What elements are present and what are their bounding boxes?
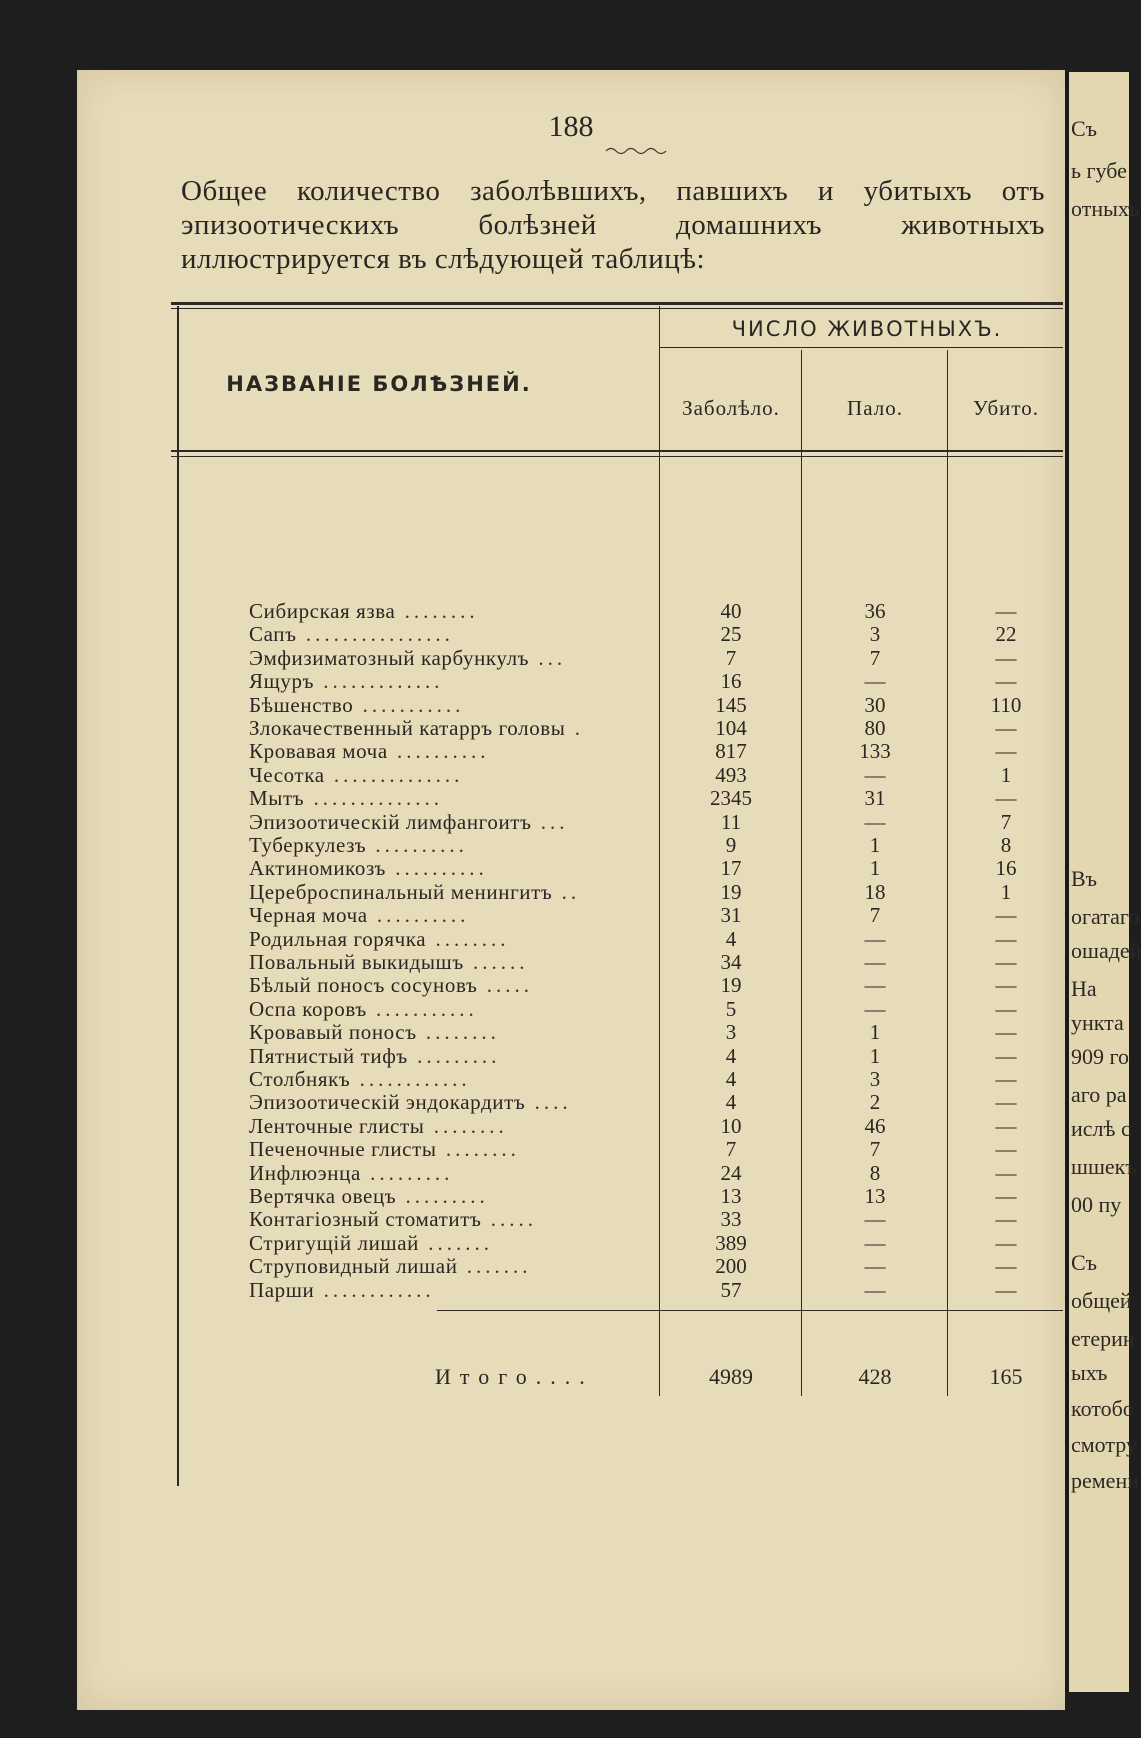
adjacent-page-text: етерин — [1071, 1326, 1135, 1351]
header-killed: Убито. — [972, 396, 1040, 420]
leader-dots: ...... — [463, 950, 529, 974]
disease-name: Родильная горячка — [249, 927, 427, 951]
leader-dots: ........ — [416, 1020, 500, 1044]
cell-killed: 8 — [1000, 833, 1012, 857]
cell-sick: 19 — [720, 880, 742, 904]
adjacent-page-text: 00 пу — [1071, 1192, 1122, 1217]
table-row-name — [249, 881, 719, 904]
leader-dots: .......... — [387, 739, 490, 763]
disease-name: Повальный выкидышъ — [249, 950, 464, 974]
cell-killed: — — [995, 669, 1017, 693]
disease-name: Мытъ — [249, 786, 305, 810]
cell-dead: — — [864, 763, 886, 787]
cell-killed: — — [995, 1278, 1017, 1302]
adjacent-page-text: ислѣ с — [1071, 1116, 1131, 1141]
divider-sick-dead — [801, 350, 802, 1396]
table-row-name — [249, 1185, 719, 1208]
header-bottom-rule — [171, 450, 1063, 452]
cell-killed: — — [995, 1207, 1017, 1231]
cell-sick: 16 — [720, 669, 742, 693]
disease-name: Оспа коровъ — [249, 997, 367, 1021]
cell-killed: 1 — [1000, 880, 1012, 904]
cell-dead: — — [864, 927, 886, 951]
adjacent-page-text: Въ — [1071, 866, 1098, 891]
group-header-rule — [659, 347, 1063, 348]
disease-name: Актиномикозъ — [249, 856, 387, 880]
cell-sick: 24 — [720, 1161, 742, 1185]
cell-sick: 104 — [715, 716, 747, 740]
header-animal-count: ЧИСЛО ЖИВОТНЫХЪ. — [731, 317, 1003, 341]
adjacent-page-text: ремени — [1071, 1468, 1139, 1493]
table-row-name — [249, 1232, 719, 1255]
cell-dead: 133 — [859, 739, 891, 763]
table-row-name — [249, 647, 719, 670]
table-row-name — [249, 951, 719, 974]
cell-sick: 11 — [720, 810, 742, 834]
cell-sick: 5 — [725, 997, 737, 1021]
cell-dead: 18 — [864, 880, 886, 904]
total-killed: 165 — [989, 1364, 1023, 1389]
header-dead: Пало. — [847, 396, 903, 420]
cell-killed: — — [995, 1161, 1017, 1185]
header-sick: Заболѣло. — [682, 396, 780, 420]
cell-sick: 33 — [720, 1207, 742, 1231]
cell-killed: — — [995, 927, 1017, 951]
cell-killed: — — [995, 1114, 1017, 1138]
table-row-name — [249, 1021, 719, 1044]
intro-paragraph: Общее количество заболѣвшихъ, павшихъ и убитыхъ отъ эпизоотическихъ болѣзней домашнихъ животныхъ иллюстрируется въ слѣдующей таблицѣ: — [181, 175, 1045, 275]
disease-name: Контагіозный стоматитъ — [249, 1207, 482, 1231]
cell-killed: — — [995, 1044, 1017, 1068]
cell-dead: 46 — [864, 1114, 886, 1138]
cell-killed: — — [995, 1020, 1017, 1044]
leader-dots: ......... — [407, 1044, 501, 1068]
cell-sick: 7 — [725, 646, 737, 670]
leader-dots: ........... — [353, 693, 465, 717]
leader-dots: .......... — [367, 903, 470, 927]
disease-name: Чесотка — [249, 763, 325, 787]
cell-sick: 10 — [720, 1114, 742, 1138]
cell-dead: 2 — [869, 1090, 881, 1114]
disease-name: Столбнякъ — [249, 1067, 351, 1091]
leader-dots: ............ — [314, 1278, 435, 1302]
leader-dots: .. — [552, 880, 581, 904]
table-top-rule — [171, 302, 1063, 305]
adjacent-page-text: аго ра — [1071, 1082, 1127, 1107]
adjacent-page-text: смотру — [1071, 1432, 1137, 1457]
cell-killed: — — [995, 1184, 1017, 1208]
leader-dots: .......... — [386, 856, 488, 880]
adjacent-page-text: Съ — [1071, 116, 1098, 141]
cell-sick: 3 — [725, 1020, 737, 1044]
disease-name: Кровавая моча — [249, 739, 388, 763]
cell-dead: — — [864, 997, 886, 1021]
disease-name: Печеночные глисты — [249, 1137, 437, 1161]
disease-name: Вертячка овецъ — [249, 1184, 397, 1208]
cell-sick: 4 — [725, 1044, 737, 1068]
disease-name: Эмфизиматозный карбункулъ — [249, 646, 530, 670]
disease-name: Пятнистый тифъ — [249, 1044, 408, 1068]
left-border — [177, 306, 179, 1486]
table-row-name — [249, 1208, 719, 1231]
leader-dots: ........ — [436, 1137, 520, 1161]
adjacent-page-text: ь губе — [1071, 158, 1127, 183]
table-row-name — [249, 1091, 719, 1114]
disease-name: Инфлюэнца — [249, 1161, 361, 1185]
adjacent-page-text: ункта — [1071, 1010, 1124, 1035]
disease-name: Ленточные глисты — [249, 1114, 425, 1138]
cell-dead: 1 — [869, 1020, 881, 1044]
adjacent-page-text: шшекъ — [1071, 1154, 1137, 1179]
cell-dead: — — [864, 1231, 886, 1255]
disease-name: Сапъ — [249, 622, 297, 646]
cell-dead: 13 — [864, 1184, 886, 1208]
cell-killed: — — [995, 716, 1017, 740]
adjacent-page-edge — [1065, 72, 1141, 1692]
cell-dead: 8 — [869, 1161, 881, 1185]
cell-dead: — — [864, 950, 886, 974]
adjacent-page-text: Съ — [1071, 1250, 1098, 1275]
leader-dots: ........ — [426, 927, 510, 951]
cell-sick: 19 — [720, 973, 742, 997]
table-row-name — [249, 834, 719, 857]
leader-dots: ........... — [366, 997, 478, 1021]
cell-killed: — — [995, 646, 1017, 670]
cell-dead: 7 — [869, 646, 881, 670]
leader-dots: ..... — [477, 973, 533, 997]
disease-name: Черная моча — [249, 903, 368, 927]
table-row-name — [249, 1045, 719, 1068]
cell-dead: 36 — [864, 599, 886, 623]
page-number: 188 — [548, 110, 594, 143]
table-row-name — [249, 717, 719, 740]
table-row-name — [249, 974, 719, 997]
table-row-name — [249, 670, 719, 693]
leader-dots: ....... — [457, 1254, 532, 1278]
table-row-name — [249, 811, 719, 834]
cell-sick: 493 — [715, 763, 747, 787]
cell-killed: — — [995, 997, 1017, 1021]
cell-sick: 389 — [715, 1231, 747, 1255]
cell-dead: 7 — [869, 903, 881, 927]
cell-killed: — — [995, 950, 1017, 974]
disease-name: Эпизоотическій лимфангоитъ — [249, 810, 532, 834]
adjacent-page-text: общей — [1071, 1288, 1132, 1313]
leader-dots: .............. — [324, 763, 464, 787]
cell-killed: 22 — [995, 622, 1017, 646]
total-rule — [437, 1310, 1063, 1311]
leader-dots: . — [565, 716, 585, 740]
table-row-name — [249, 1162, 719, 1185]
cell-killed: 16 — [995, 856, 1017, 880]
disease-name: Сибирская язва — [249, 599, 396, 623]
disease-name: Туберкулезъ — [249, 833, 367, 857]
cell-sick: 57 — [720, 1278, 742, 1302]
leader-dots: ............ — [350, 1067, 471, 1091]
cell-dead: — — [864, 810, 886, 834]
cell-sick: 40 — [720, 599, 742, 623]
cell-sick: 31 — [720, 903, 742, 927]
cell-killed: — — [995, 786, 1017, 810]
leader-dots: ....... — [418, 1231, 493, 1255]
cell-sick: 145 — [715, 693, 747, 717]
table-row-name — [249, 904, 719, 927]
adjacent-page-text: отныхъ — [1071, 196, 1140, 221]
table-top-rule-thin — [171, 308, 1063, 309]
cell-sick: 25 — [720, 622, 742, 646]
cell-killed: 1 — [1000, 763, 1012, 787]
disease-name: Стригущій лишай — [249, 1231, 419, 1255]
cell-dead: 31 — [864, 786, 886, 810]
cell-killed: — — [995, 1090, 1017, 1114]
adjacent-page-text: 909 го — [1071, 1044, 1129, 1069]
disease-name: Злокачественный катарръ головы — [249, 716, 566, 740]
cell-sick: 2345 — [710, 786, 752, 810]
cell-killed: — — [995, 903, 1017, 927]
cell-dead: 80 — [864, 716, 886, 740]
adjacent-page-text: ошадей — [1071, 938, 1141, 963]
cell-sick: 9 — [725, 833, 737, 857]
disease-table — [77, 70, 1065, 1710]
cell-dead: — — [864, 973, 886, 997]
adjacent-page-text: ыхъ — [1071, 1360, 1108, 1385]
cell-dead: 3 — [869, 622, 881, 646]
cell-sick: 200 — [715, 1254, 747, 1278]
table-row-name — [249, 694, 719, 717]
divider-dead-killed — [947, 350, 948, 1396]
cell-sick: 7 — [725, 1137, 737, 1161]
leader-dots: .......... — [366, 833, 468, 857]
table-row-name — [249, 764, 719, 787]
cell-killed: — — [995, 739, 1017, 763]
leader-dots: .... — [525, 1090, 572, 1114]
table-row-name — [249, 787, 719, 810]
cell-dead: 3 — [869, 1067, 881, 1091]
leader-dots: ... — [529, 646, 567, 670]
cell-killed: — — [995, 1067, 1017, 1091]
adjacent-page-text: На — [1071, 976, 1097, 1001]
adjacent-page-text: огатаго — [1071, 904, 1140, 929]
cell-sick: 4 — [725, 1067, 737, 1091]
total-label: Итого.... — [435, 1364, 594, 1389]
disease-name: Цереброспинальный менингитъ — [249, 880, 553, 904]
table-row-name — [249, 1068, 719, 1091]
table-row-name — [249, 600, 719, 623]
cell-sick: 817 — [715, 739, 747, 763]
cell-sick: 17 — [720, 856, 742, 880]
leader-dots: ......... — [360, 1161, 454, 1185]
cell-killed: 110 — [990, 693, 1022, 717]
table-row-name — [249, 1255, 719, 1278]
cell-killed: — — [995, 1137, 1017, 1161]
table-row-name — [249, 998, 719, 1021]
disease-name: Бѣшенство — [249, 693, 354, 717]
cell-dead: 30 — [864, 693, 886, 717]
header-bottom-rule-thin — [171, 456, 1063, 457]
leader-dots: ................ — [296, 622, 454, 646]
book-page — [77, 70, 1065, 1710]
leader-dots: .............. — [304, 786, 443, 810]
total-dead: 428 — [858, 1364, 892, 1389]
cell-dead: — — [864, 1254, 886, 1278]
disease-name: Кровавый поносъ — [249, 1020, 417, 1044]
table-row-name — [249, 623, 719, 646]
cell-killed: 7 — [1000, 810, 1012, 834]
table-row-name — [249, 928, 719, 951]
disease-name: Ящуръ — [249, 669, 315, 693]
cell-dead: — — [864, 1278, 886, 1302]
cell-killed: — — [995, 973, 1017, 997]
table-row-name — [249, 740, 719, 763]
disease-name: Эпизоотическій эндокардитъ — [249, 1090, 526, 1114]
cell-killed: — — [995, 1254, 1017, 1278]
leader-dots: ..... — [481, 1207, 537, 1231]
cell-sick: 34 — [720, 950, 742, 974]
adjacent-page-text: котобо — [1071, 1396, 1134, 1421]
cell-sick: 4 — [725, 1090, 737, 1114]
table-row-name — [249, 857, 719, 880]
cell-dead: — — [864, 669, 886, 693]
total-sick: 4989 — [709, 1364, 753, 1389]
table-row-name — [249, 1279, 719, 1302]
cell-sick: 4 — [725, 927, 737, 951]
disease-name: Бѣлый поносъ сосуновъ — [249, 973, 478, 997]
leader-dots: ........ — [424, 1114, 508, 1138]
cell-killed: — — [995, 599, 1017, 623]
cell-killed: — — [995, 1231, 1017, 1255]
cell-dead: 1 — [869, 856, 881, 880]
disease-name: Парши — [249, 1278, 315, 1302]
cell-dead: 1 — [869, 1044, 881, 1068]
cell-dead: 7 — [869, 1137, 881, 1161]
header-disease-name: НАЗВАНІЕ БОЛѢЗНЕЙ. — [226, 372, 532, 396]
leader-dots: ........ — [395, 599, 479, 623]
table-row-name — [249, 1115, 719, 1138]
leader-dots: ... — [531, 810, 569, 834]
cell-dead: — — [864, 1207, 886, 1231]
disease-name: Струповидный лишай — [249, 1254, 458, 1278]
table-row-name — [249, 1138, 719, 1161]
leader-dots: ......... — [396, 1184, 489, 1208]
cell-sick: 13 — [720, 1184, 742, 1208]
leader-dots: ............. — [314, 669, 444, 693]
cell-dead: 1 — [869, 833, 881, 857]
